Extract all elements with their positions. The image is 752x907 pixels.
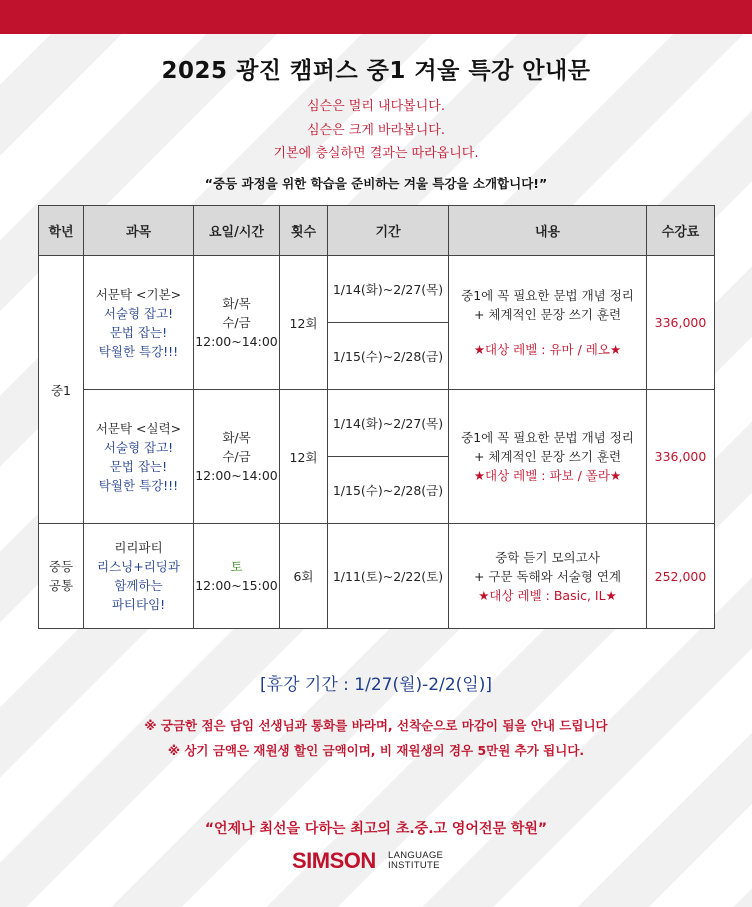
- header-period: 기간: [328, 206, 449, 256]
- time-text: 12:00~14:00: [195, 468, 278, 483]
- subject-cell: [84, 524, 194, 629]
- motto-line-3: 기본에 충실하면 결과는 따라옵니다.: [273, 146, 479, 161]
- top-banner-bar: [0, 0, 752, 34]
- subject-line: 문법 잡는!: [109, 324, 168, 340]
- subject-line: 문법 잡는!: [109, 458, 168, 474]
- period-cell: 1/15(수)~2/28(금): [328, 457, 449, 524]
- grade-cell: 중1: [39, 256, 84, 524]
- motto-line-2: 심슨은 크게 바라봅니다.: [307, 123, 445, 138]
- content-line: + 체계적인 문장 쓰기 훈련: [473, 307, 622, 322]
- period-cell: 1/14(화)~2/27(목): [328, 390, 449, 457]
- fee-cell: 336,000: [647, 390, 715, 524]
- subject-title: 서문탁 <실력>: [95, 420, 182, 436]
- subject-line: 서술형 잡고!: [103, 305, 174, 321]
- days-text: 토: [230, 559, 243, 574]
- period-cell: 1/11(토)~2/22(토): [328, 524, 449, 629]
- holiday-notice: [휴강 기간 : 1/27(월)-2/2(일)]: [260, 675, 492, 695]
- header-fee: 수강료: [647, 206, 715, 256]
- header-count: 횟수: [280, 206, 328, 256]
- table-row: [39, 524, 715, 629]
- subject-cell: [84, 390, 194, 524]
- table-row: [39, 390, 715, 457]
- fee-cell: 252,000: [647, 524, 715, 629]
- subject-line: 파티타임!: [111, 597, 166, 612]
- subject-line: 리스닝+리딩과: [97, 559, 180, 574]
- note-line-2: ※ 상기 금액은 재원생 할인 금액이며, 비 재원생의 경우 5만원 추가 됩니다.: [167, 743, 585, 758]
- slogan-text: “언제나 최선을 다하는 최고의 초.중.고 영어전문 학원”: [204, 821, 548, 837]
- period-cell: 1/15(수)~2/28(금): [328, 323, 449, 390]
- level-text: ★대상 레벨 : 파보 / 폴라★: [473, 468, 622, 483]
- note-line-1: ※ 궁금한 점은 담임 선생님과 통화를 바라며, 선착순으로 마감이 됨을 안내 드립니다: [144, 718, 608, 733]
- time-text: 12:00~14:00: [195, 334, 278, 349]
- content-cell: [449, 524, 647, 629]
- page-title: 2025 광진 캠퍼스 중1 겨울 특강 안내문: [161, 58, 591, 84]
- period-cell: 1/14(화)~2/27(목): [328, 256, 449, 323]
- subject-line: 서술형 잡고!: [103, 439, 174, 455]
- content-cell: [449, 256, 647, 390]
- schedule-cell: [194, 256, 280, 390]
- schedule-table: [38, 205, 715, 629]
- subject-line: 탁월한 특강!!!: [98, 343, 179, 359]
- content-line: 중1에 꼭 필요한 문법 개념 정리: [461, 288, 634, 303]
- subject-title: 서문탁 <기본>: [95, 286, 182, 302]
- days-text: 화/목: [222, 430, 251, 445]
- table-row: [39, 256, 715, 323]
- count-cell: 12회: [280, 390, 328, 524]
- logo-sub-line: LANGUAGE: [388, 850, 444, 861]
- logo-subtitle: [388, 851, 443, 871]
- fee-cell: 336,000: [647, 256, 715, 390]
- logo-wordmark: SIMSON: [292, 848, 376, 873]
- content-line: + 구문 독해와 서술형 연계: [473, 568, 622, 584]
- schedule-cell: [194, 524, 280, 629]
- days-text: 화/목: [222, 296, 251, 311]
- schedule-cell: [194, 390, 280, 524]
- time-text: 12:00~15:00: [195, 578, 278, 593]
- content-line: 중1에 꼭 필요한 문법 개념 정리: [461, 430, 634, 445]
- level-text: ★대상 레벨 : Basic, IL★: [478, 587, 617, 603]
- header-subject: 과목: [84, 206, 194, 256]
- days-text: 수/금: [222, 449, 251, 464]
- header-content: 내용: [449, 206, 647, 256]
- level-text: ★대상 레벨 : 유마 / 레오★: [473, 342, 622, 357]
- count-cell: 12회: [280, 256, 328, 390]
- motto-line-1: 심슨은 멀리 내다봅니다.: [307, 99, 445, 114]
- content-line: 중학 듣기 모의고사: [495, 549, 600, 565]
- logo-sub-line: INSTITUTE: [388, 860, 440, 871]
- simson-logo: [292, 848, 462, 878]
- subject-line: 탁월한 특강!!!: [98, 477, 179, 493]
- intro-text: “중등 과정을 위한 학습을 준비하는 겨울 특강을 소개합니다!”: [204, 176, 548, 191]
- content-line: + 체계적인 문장 쓰기 훈련: [473, 449, 622, 464]
- header-grade: 학년: [39, 206, 84, 256]
- subject-title: 리리파티: [114, 540, 163, 555]
- subject-line: 함께하는: [114, 578, 163, 593]
- content-cell: [449, 390, 647, 524]
- header-schedule: 요일/시간: [194, 206, 280, 256]
- grade-cell: 중등 공통: [39, 524, 84, 629]
- count-cell: 6회: [280, 524, 328, 629]
- table-header-row: [39, 206, 715, 256]
- days-text: 수/금: [222, 315, 251, 330]
- subject-cell: [84, 256, 194, 390]
